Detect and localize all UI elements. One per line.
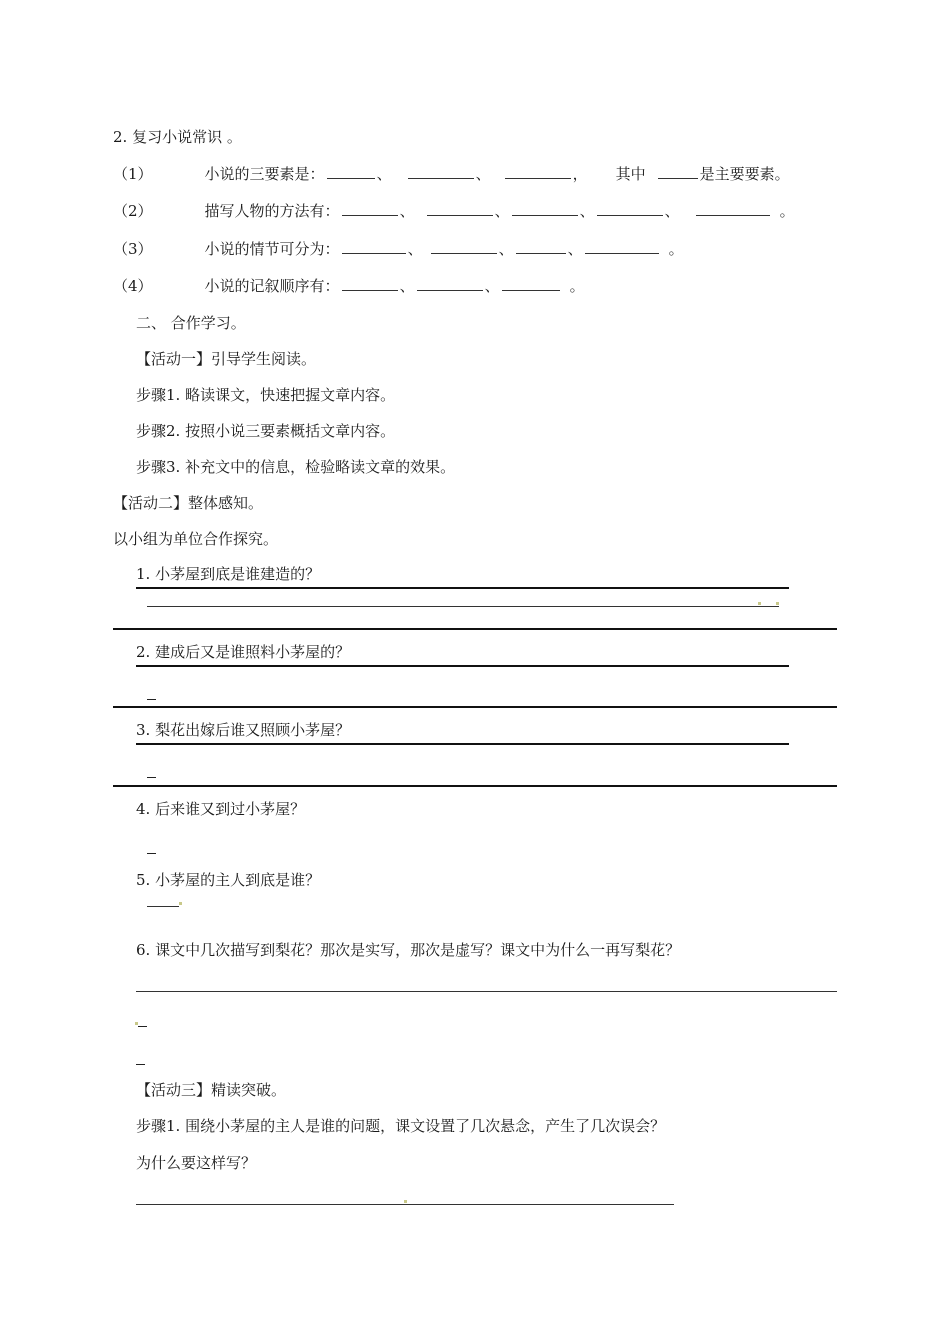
marker-dot [776,602,779,605]
item-number: （3） [113,240,153,258]
blank-field[interactable] [427,201,493,216]
answer-line [113,706,837,708]
blank-field[interactable] [431,239,497,254]
blank-field[interactable] [585,239,659,254]
item-number: （4） [113,277,153,295]
blank-field[interactable] [597,201,663,216]
blank-field[interactable] [502,276,560,291]
activity-3-step-1: 步骤1. 围绕小茅屋的主人是谁的问题，课文设置了几次悬念，产生了几次误会？ [136,1117,666,1135]
marker-dot [179,902,182,905]
answer-line [136,587,789,589]
review-heading: 2. 复习小说常识 。 [113,128,242,146]
blank-field[interactable] [342,276,398,291]
answer-dash[interactable] [136,1064,145,1065]
blank-field[interactable] [342,239,406,254]
blank-field[interactable] [516,239,566,254]
answer-line [113,628,837,630]
answer-dash[interactable] [138,1026,147,1027]
blank-field[interactable] [512,201,578,216]
item-label: 小说的三要素是： [204,165,325,183]
answer-dash[interactable] [147,853,156,854]
activity-3-step-1-cont: 为什么要这样写？ [136,1154,257,1172]
activity-1-step-3: 步骤3. 补充文中的信息，检验略读文章的效果。 [136,458,456,476]
activity-1-title: 【活动一】引导学生阅读。 [136,350,317,368]
item-number: （2） [113,202,153,220]
question-2: 2. 建成后又是谁照料小茅屋的？ [136,643,351,661]
marker-dot [404,1200,407,1203]
marker-dot [135,1022,138,1025]
answer-line[interactable] [147,906,179,907]
answer-dash[interactable] [147,777,156,778]
answer-dash[interactable] [147,699,156,700]
item-number: （1） [113,165,153,183]
review-item-1: （1） 小说的三要素是： 、 、 ， 其中 是主要要素。 [113,165,790,183]
review-item-2: （2） 描写人物的方法有： 、 、 、 、 。 [113,202,795,220]
question-1: 1. 小茅屋到底是谁建造的？ [136,565,321,583]
answer-line[interactable] [136,1204,674,1205]
review-item-4: （4） 小说的记叙顺序有： 、 、 。 [113,277,585,295]
answer-line[interactable] [136,991,837,992]
activity-2-title: 【活动二】整体感知。 [113,494,264,512]
item-label: 描写人物的方法有： [204,202,340,220]
answer-line[interactable] [147,606,779,607]
question-4: 4. 后来谁又到过小茅屋？ [136,800,306,818]
section-heading: 二、 合作学习。 [136,314,246,332]
review-item-3: （3） 小说的情节可分为： 、 、 、 。 [113,240,684,258]
blank-field[interactable] [417,276,483,291]
blank-field[interactable] [658,164,698,179]
blank-field[interactable] [342,201,398,216]
answer-line [113,785,837,787]
answer-line [136,743,789,745]
activity-1-step-1: 步骤1. 略读课文，快速把握文章内容。 [136,386,396,404]
activity-3-title: 【活动三】精读突破。 [136,1081,287,1099]
blank-field[interactable] [327,164,375,179]
question-3: 3. 梨花出嫁后谁又照顾小茅屋？ [136,721,351,739]
item-label: 小说的情节可分为： [204,240,340,258]
item-label: 小说的记叙顺序有： [204,277,340,295]
marker-dot [758,602,761,605]
activity-2-intro: 以小组为单位合作探究。 [113,530,279,548]
blank-field[interactable] [696,201,770,216]
activity-1-step-2: 步骤2. 按照小说三要素概括文章内容。 [136,422,396,440]
question-6: 6. 课文中几次描写到梨花？那次是实写，那次是虚写？课文中为什么一再写梨花？ [136,941,681,959]
blank-field[interactable] [505,164,571,179]
blank-field[interactable] [408,164,474,179]
answer-line [136,665,789,667]
question-5: 5. 小茅屋的主人到底是谁？ [136,871,321,889]
